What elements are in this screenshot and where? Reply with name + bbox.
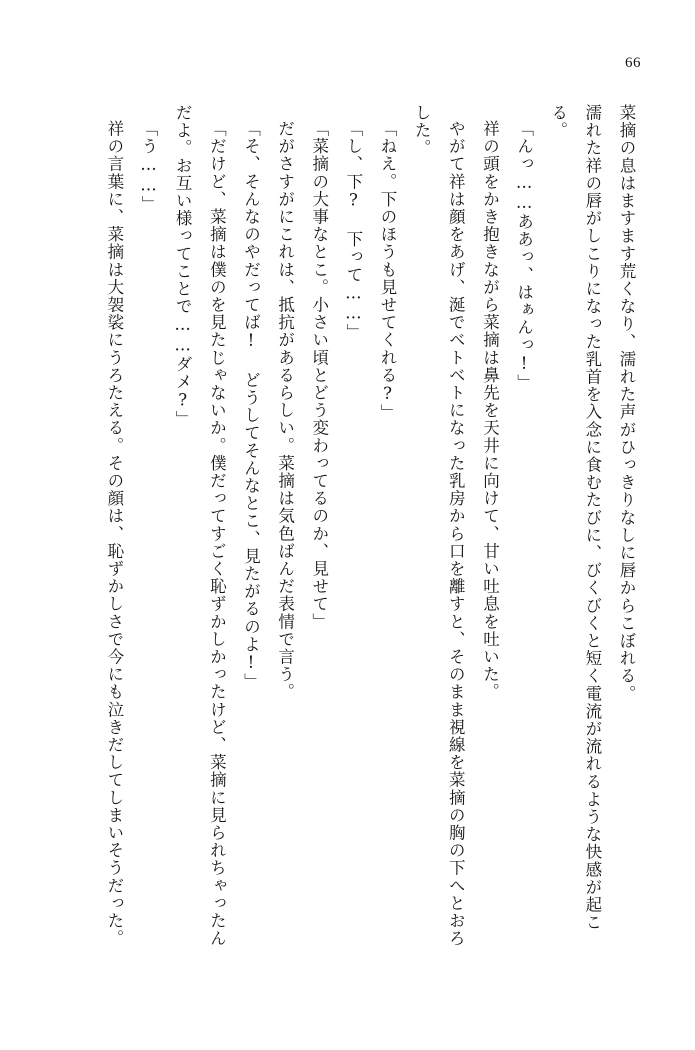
paragraph: 「そ、そんなのやだってば! どうしてそんなとこ、見たがるのよ!」 <box>241 120 261 691</box>
paragraph: 「菜摘の大事なとこ。小さい頃とどう変わってるのか、見せて」 <box>309 120 329 631</box>
paragraph: 「ねえ。下のほうも見せてくれる?」 <box>378 120 398 422</box>
paragraph: だがさすがにこれは、抵抗があるらしい。菜摘は気色ばんだ表情で言う。 <box>275 120 295 701</box>
paragraph: 祥の言葉に、菜摘は大袈裟にうろたえる。その顔は、恥ずかしさで今にも泣きだしてしまいそうだった。 <box>104 120 124 948</box>
paragraph: 「う……」 <box>139 120 159 213</box>
paragraph: 「だけど、菜摘は僕のを見たじゃないか。僕だってすごく恥ずかしかったけど、菜摘に見られちゃったんだよ。お互い様ってことで……ダメ?」 <box>173 104 227 948</box>
paragraph: 「し、下? 下って……」 <box>343 120 363 342</box>
page-number: 66 <box>625 55 641 71</box>
paragraph: 濡れた祥の唇がしこりになった乳首を入念に食むたびに、びくびくと短く電流が流れるような快感が起こる。 <box>548 104 602 932</box>
paragraph: 「んっ……ああっ、はぁんっ!」 <box>514 120 534 392</box>
body-text-vertical <box>83 104 643 962</box>
paragraph: 祥の頭をかき抱きながら菜摘は鼻先を天井に向けて、甘い吐息を吐いた。 <box>480 120 500 701</box>
paragraph: 菜摘の息はますます荒くなり、濡れた声がひっきりなしに唇からこぼれる。 <box>617 104 636 703</box>
paragraph: やがて祥は顔をあげ、涎でベトベトになった乳房から口を離すと、そのまま視線を菜摘の胸の下へとおろした。 <box>412 104 466 948</box>
